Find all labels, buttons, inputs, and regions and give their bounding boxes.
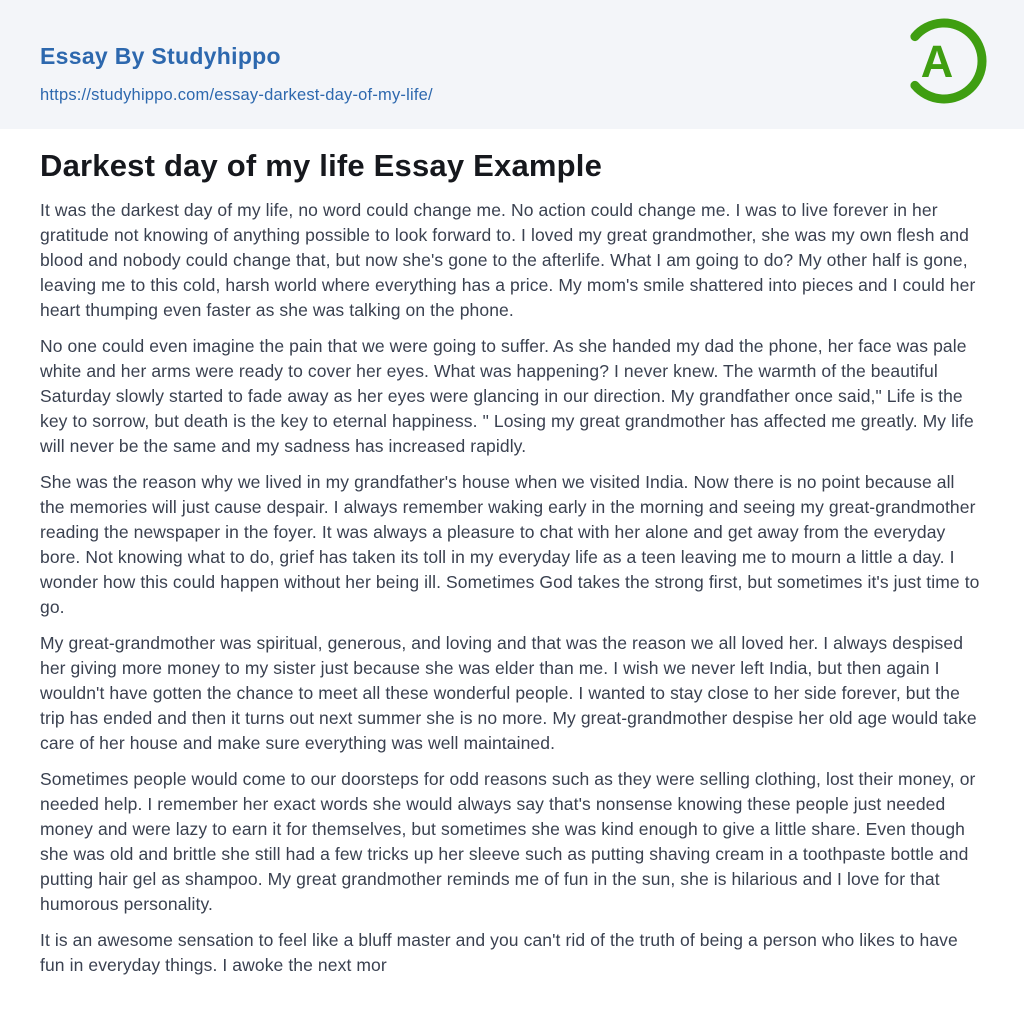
- essay-paragraph-4: My great-grandmother was spiritual, generous, and loving and that was the reason we all loved her. I always despised her giving more money to my sister just because she was elder than me. I wish we never left India, but then again I wouldn't have gotten the chance to meet all these wonderful people. I wanted to stay close to her side forever, but the trip has ended and then it turns out next summer she is no more. My great-grandmother despise her old age would take care of her house and make sure everything was well maintained.: [40, 633, 977, 753]
- site-title: Essay By Studyhippo: [40, 43, 281, 69]
- essay-content: [0, 146, 1024, 978]
- page-title: Darkest day of my life Essay Example: [40, 148, 603, 183]
- source-url-link[interactable]: https://studyhippo.com/essay-darkest-day-of-my-life/: [40, 86, 433, 104]
- logo-letter: A: [920, 36, 954, 87]
- essay-paragraph-2: No one could even imagine the pain that we were going to suffer. As she handed my dad the phone, her face was pale white and her arms were ready to cover her eyes. What was happening? I never knew. The warmth of the beautiful Saturday slowly started to fade away as her eyes were glancing in our direction. My grandfather once said," Life is the key to sorrow, but death is the key to eternal happiness. " Losing my great grandmother has affected me greatly. My life will never be the same and my sadness has increased rapidly.: [40, 336, 974, 456]
- page-header: [0, 0, 1024, 129]
- essay-paragraph-6: It is an awesome sensation to feel like a bluff master and you can't rid of the truth of being a person who likes to have fun in everyday things. I awoke the next mor: [40, 930, 958, 975]
- essay-paragraph-5: Sometimes people would come to our doorsteps for odd reasons such as they were selling clothing, lost their money, or needed help. I remember her exact words she would always say that's nonsense knowing these people just needed money and were lazy to earn it for themselves, but sometimes she was kind enough to give a little share. Even though she was old and brittle she still had a few tricks up her sleeve such as putting shaving cream in a toothpaste bottle and putting hair gel as shampoo. My great grandmother reminds me of fun in the sun, she is hilarious and I love for that humorous personality.: [40, 769, 976, 914]
- essay-paragraph-3: She was the reason why we lived in my grandfather's house when we visited India. Now there is no point because all the memories will just cause despair. I always remember waking early in the morning and seeing my great-grandmother reading the newspaper in the foyer. It was always a pleasure to chat with her alone and get away from the everyday bore. Not knowing what to do, grief has taken its toll in my everyday life as a teen leaving me to mourn a little a day. I wonder how this could happen without her being ill. Sometimes God takes the strong first, but sometimes it's just time to go.: [40, 472, 980, 617]
- essay-paragraph-1: It was the darkest day of my life, no word could change me. No action could change me. I was to live forever in her gratitude not knowing of anything possible to look forward to. I loved my great grandmother, she was my own flesh and blood and nobody could change that, but now she's gone to the afterlife. What I am going to do? My other half is gone, leaving me to this cold, harsh world where everything has a price. My mom's smile shattered into pieces and I could her heart thumping even faster as she was talking on the phone.: [40, 200, 976, 320]
- studyhippo-logo-icon: [900, 17, 988, 105]
